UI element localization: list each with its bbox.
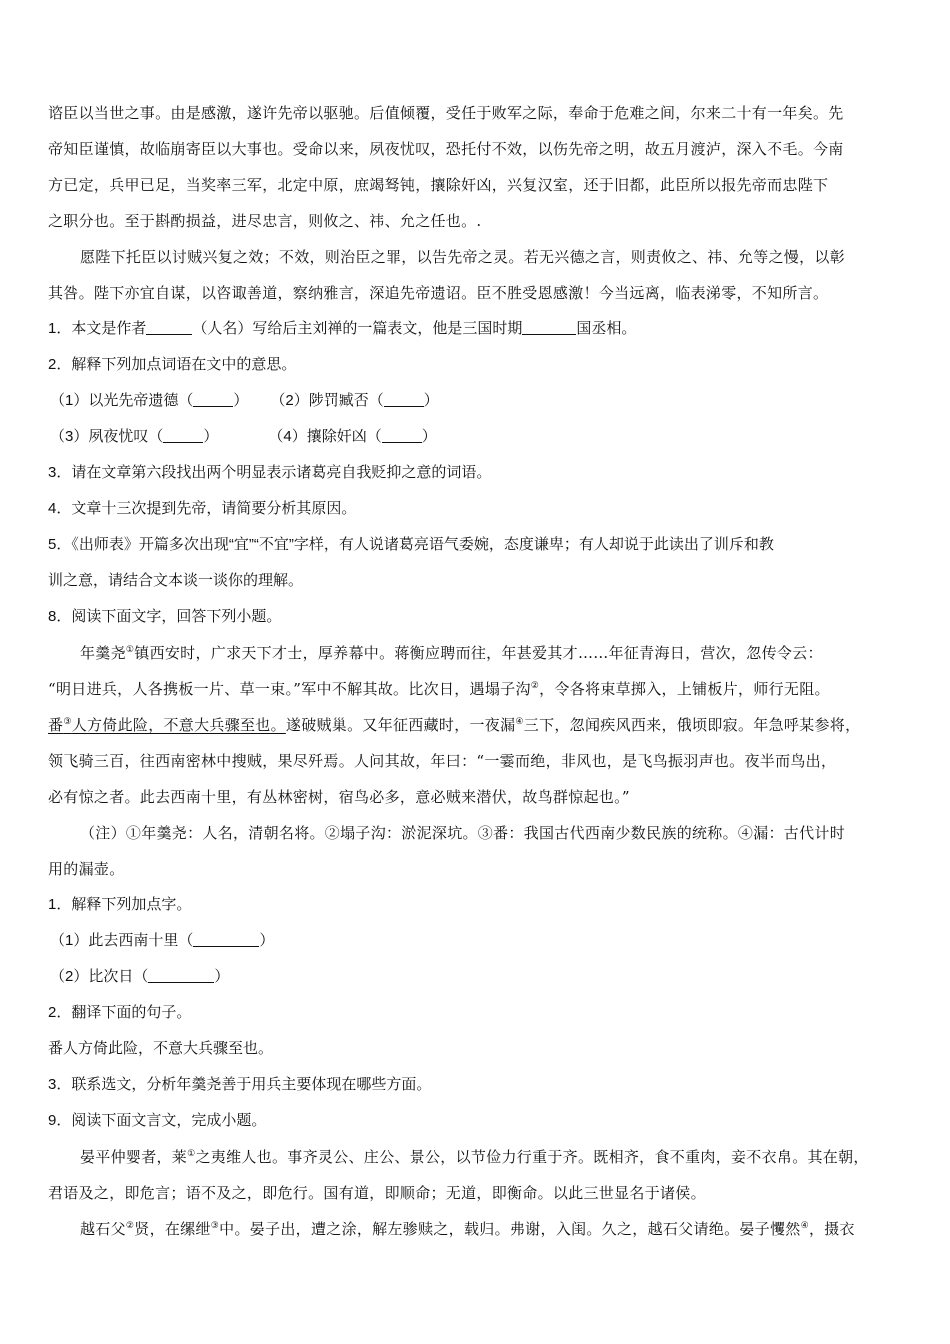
- footnote-ref: ④: [800, 1221, 809, 1231]
- passage-line: 愿陛下托臣以讨贼兴复之效；不效，则治臣之罪，以告先帝之灵。若无兴德之言，则责攸之、祎、允等之慢，以彰: [80, 248, 846, 266]
- translation-sentence: 番人方倚此险，不意大兵骤至也。: [48, 1040, 274, 1057]
- passage-line: 其咎。陛下亦宜自谋，以咨诹善道，察纳雅言，深追先帝遗诏。臣不胜受恩感激！今当远离，临表涕零，不知所言。: [48, 284, 829, 302]
- passage-line: 必有惊之者。此去西南十里，有丛林密树，宿鸟必多，意必贼来潜伏，故鸟群惊起也。”: [48, 788, 630, 806]
- passage-line: 方已定，兵甲已足，当奖率三军，北定中原，庶竭驽钝，攘除奸凶，兴复汉室，还于旧都，此臣所以报先帝而忠陛下: [48, 176, 829, 194]
- underlined-sentence: 番③人方倚此险，不意大兵骤至也。: [48, 716, 286, 734]
- question-4: 4．文章十三次提到先帝，请简要分析其原因。: [48, 500, 357, 517]
- footnote-ref: ①: [187, 1149, 196, 1159]
- passage-line: 帝知臣谨慎，故临崩寄臣以大事也。受命以来，夙夜忧叹，恐托付不效，以伤先帝之明，故五月渡泸，深入不毛。今南: [48, 140, 844, 158]
- footnote-ref: ②: [125, 1221, 135, 1231]
- passage-line: “明日进兵，人各携板一片、草一束。”军中不解其故。比次日，遇塌子沟②，令各将束草掷入，上铺板片，师行无阻。: [48, 680, 830, 698]
- notes-line: （注）①年羹尧：人名，清朝名将。②塌子沟：淤泥深坑。③番：我国古代西南少数民族的统称。④漏：古代计时: [80, 824, 846, 842]
- footnote-ref: ①: [125, 645, 135, 655]
- answer-blank[interactable]: [193, 932, 259, 947]
- answer-blank[interactable]: [146, 320, 192, 335]
- passage-line: 年羹尧①镇西安时，广求天下才士，厚养幕中。蒋衡应聘而往，年甚爱其才……年征青海日，营次，忽传令云：: [80, 644, 823, 662]
- document-page: [48, 95, 910, 1247]
- answer-blank[interactable]: [148, 968, 214, 983]
- passage-line: 越石父②贤，在缧绁③中。晏子出，遭之涂，解左骖赎之，载归。弗谢，入闺。久之，越石父请绝。晏子戄然④，摄衣: [80, 1220, 855, 1238]
- question-3: 3．联系选文，分析年羹尧善于用兵主要体现在哪些方面。: [48, 1076, 432, 1093]
- answer-blank[interactable]: [193, 392, 233, 407]
- question-5: 训之意，请结合文本谈一谈你的理解。: [48, 572, 304, 589]
- section-8-title: 8．阅读下面文字，回答下列小题。: [48, 608, 282, 625]
- question-5: 5．《出师表》开篇多次出现“宜”“不宜”字样，有人说诸葛亮语气委婉，态度谦卑；有人却说于此读出了训斥和教: [48, 536, 774, 553]
- footnote-ref: ②: [530, 681, 540, 691]
- passage-line: 晏平仲婴者，莱①之夷维人也。事齐灵公、庄公、景公，以节俭力行重于齐。既相齐，食不重肉，妾不衣帛。其在朝，: [80, 1148, 869, 1166]
- question-1-option: （2）比次日（ ）: [50, 968, 230, 985]
- question-3: 3．请在文章第六段找出两个明显表示诸葛亮自我贬抑之意的词语。: [48, 464, 492, 481]
- passage-line: 番③人方倚此险，不意大兵骤至也。遂破贼巢。又年征西藏时，一夜漏④三下，忽闻疾风西来，俄顷即寂。年急呼某参将，: [48, 716, 861, 734]
- footnote-ref: ④: [515, 717, 524, 727]
- passage-line: 领飞骑三百，往西南密林中搜贼，果尽歼焉。人问其故，年曰：“一霎而绝，非风也，是飞鸟振羽声也。夜半而鸟出，: [48, 752, 837, 770]
- passage-line: 谘臣以当世之事。由是感激，遂许先帝以驱驰。后值倾覆，受任于败军之际，奉命于危难之间，尔来二十有一年矣。先: [48, 104, 844, 122]
- passage-line: 之职分也。至于斟酌损益，进尽忠言，则攸之、祎、允之任也。.: [48, 212, 482, 230]
- answer-blank[interactable]: [522, 320, 576, 335]
- question-1: 1．本文是作者 （人名）写给后主刘禅的一篇表文，他是三国时期 国丞相。: [48, 320, 637, 337]
- answer-blank[interactable]: [163, 428, 203, 443]
- question-1: 1．解释下列加点字。: [48, 896, 192, 913]
- passage-line: 君语及之，即危言；语不及之，即危行。国有道，即顺命；无道，即衡命。以此三世显名于诸侯。: [48, 1184, 706, 1202]
- footnote-ref: ③: [63, 717, 72, 727]
- question-2: 2．解释下列加点词语在文中的意思。: [48, 356, 297, 373]
- question-2-options-row: （3）夙夜忧叹（ ） （4）攘除奸凶（ ）: [50, 428, 437, 445]
- answer-blank[interactable]: [384, 392, 424, 407]
- question-1-option: （1）此去西南十里（ ）: [50, 932, 275, 949]
- question-2-options-row: （1）以光先帝遗德（ ） （2）陟罚臧否（ ）: [50, 392, 439, 409]
- notes-line: 用的漏壶。: [48, 860, 125, 878]
- footnote-ref: ③: [210, 1221, 220, 1231]
- question-2: 2．翻译下面的句子。: [48, 1004, 192, 1021]
- section-9-title: 9．阅读下面文言文，完成小题。: [48, 1112, 267, 1129]
- answer-blank[interactable]: [382, 428, 422, 443]
